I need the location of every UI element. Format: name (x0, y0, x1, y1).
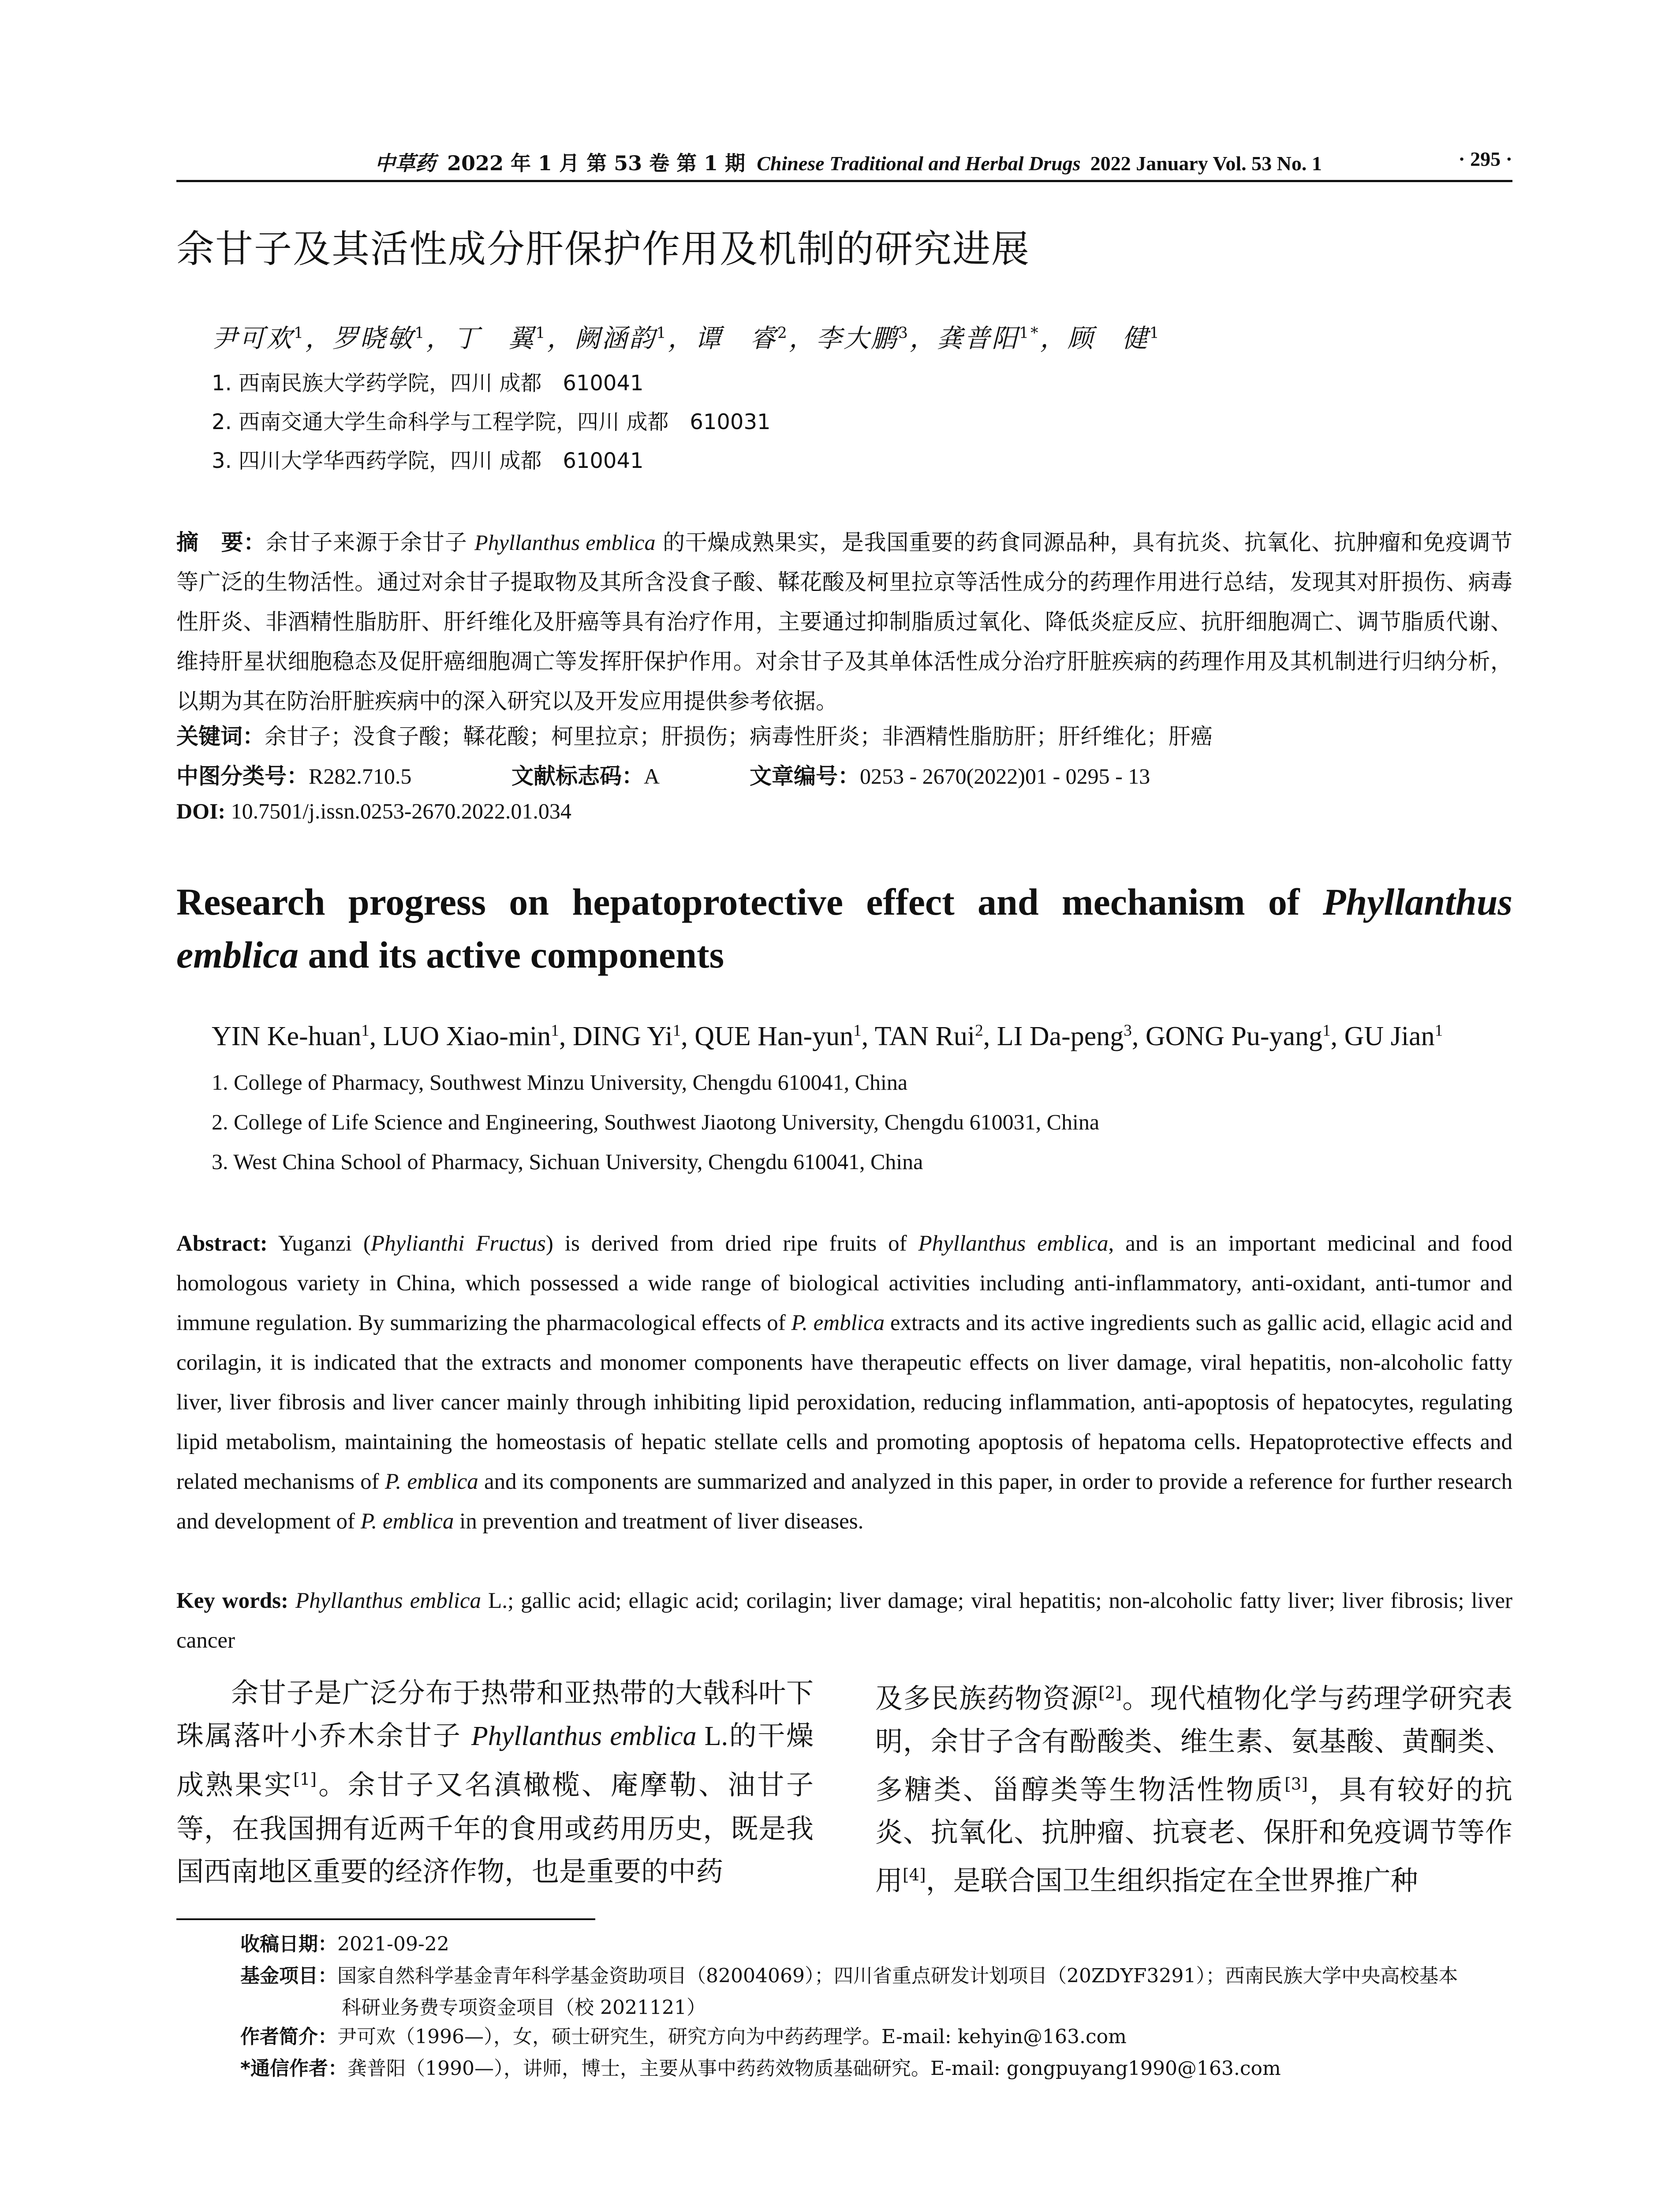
en-title-text: Research progress on hepatoprotective effect and mechanism of (176, 881, 1323, 923)
en-keywords-species: Phyllanthus emblica (295, 1588, 482, 1613)
cn-keywords-text: 余甘子；没食子酸；鞣花酸；柯里拉京；肝损伤；病毒性肝炎；非酒精性脂肪肝；肝纤维化；肝癌 (265, 724, 1213, 749)
author-affiliation-mark: 1* (1019, 324, 1040, 342)
latin-name: P. emblica (385, 1469, 478, 1494)
author-affiliation-mark: 3 (1124, 1021, 1132, 1040)
en-abstract (176, 1224, 1512, 1541)
body-text: ，是联合国卫生组织指定在全世界推广种 (926, 1864, 1418, 1897)
author-separator: , (861, 1021, 875, 1051)
author-name: 李大鹏 (816, 323, 898, 353)
clc-value: R282.710.5 (309, 764, 412, 789)
en-abstract-text: and its components are summarized and analyzed in this paper, in order to provide a reference for further research and development of (176, 1469, 1512, 1534)
cn-abstract-text: 余甘子来源于余甘子 (265, 530, 475, 555)
author-separator: ， (547, 323, 575, 353)
author-name: 顾 健 (1067, 323, 1150, 353)
body-column-right (875, 1671, 1512, 1902)
cn-affiliation-2: 2. 西南交通大学生命科学与工程学院，四川 成都 610031 (212, 410, 771, 434)
en-title-species: Phyllanthus emblica (176, 881, 1512, 976)
body-column-left (176, 1671, 814, 1893)
cn-affiliation-1: 1. 西南民族大学药学院，四川 成都 610041 (212, 371, 644, 396)
author-separator: ， (426, 323, 454, 353)
body-text: 余甘子是广泛分布于热带和亚热带的大戟科叶下珠属落叶小乔木余甘子 (176, 1677, 814, 1752)
footnote-fund-continued: 科研业务费专项资金项目（校 2021121） (342, 1996, 706, 2019)
body-text: L.的干燥成熟果实 (176, 1721, 814, 1801)
citation-1[interactable]: [1] (293, 1769, 317, 1789)
author-name: TAN Rui (874, 1021, 975, 1051)
cn-abstract (176, 523, 1512, 721)
author-affiliation-mark: 1 (1434, 1021, 1443, 1040)
header-rule (176, 180, 1512, 182)
clc-label: 中图分类号： (176, 763, 309, 789)
cn-abstract-label: 摘 要： (176, 530, 266, 555)
author-affiliation-mark: 1 (656, 324, 668, 342)
journal-name-en: Chinese Traditional and Herbal Drugs (757, 152, 1081, 175)
en-keywords-label: Key words: (176, 1588, 288, 1613)
latin-name: Phyllanthus emblica (918, 1231, 1109, 1256)
author-affiliation-mark: 1 (294, 324, 306, 342)
footnote-label: 收稿日期： (240, 1933, 337, 1955)
en-author-list (212, 1021, 1443, 1052)
doc-code-label: 文献标志码： (511, 763, 644, 789)
author-separator: , (559, 1021, 573, 1051)
cn-author-list (212, 318, 1161, 355)
footnote-fund (240, 1962, 1458, 1990)
author-name: 尹可欢 (212, 323, 294, 353)
en-abstract-text: ) is derived from dried ripe fruits of (545, 1231, 918, 1256)
issue-en: 2022 January Vol. 53 No. 1 (1090, 152, 1322, 175)
author-affiliation-mark: 2 (975, 1021, 983, 1040)
footnote-text: 国家自然科学基金青年科学基金资助项目（82004069）；四川省重点研发计划项目（20ZDYF3291）；西南民族大学中央高校基本 (337, 1965, 1458, 1987)
cn-abstract-species: Phyllanthus emblica (474, 530, 656, 555)
doc-code-value: A (644, 764, 660, 789)
footnote-text: 2021-09-22 (337, 1933, 449, 1955)
footnote-received (240, 1931, 449, 1958)
author-name: LUO Xiao-min (383, 1021, 551, 1051)
en-abstract-text: in prevention and treatment of liver diseases. (454, 1509, 864, 1534)
author-name: LI Da-peng (997, 1021, 1124, 1051)
body-text: 。现代植物化学与药理学研究表明，余甘子含有酚酸类、维生素、氨基酸、黄酮类、多糖类、甾醇类等生物活性物质 (875, 1682, 1512, 1806)
en-abstract-text: Yuganzi ( (267, 1231, 371, 1256)
author-affiliation-mark: 1 (535, 324, 547, 342)
citation-3[interactable]: [3] (1284, 1774, 1308, 1794)
author-affiliation-mark: 1 (672, 1021, 681, 1040)
author-affiliation-mark: 1 (551, 1021, 559, 1040)
author-name: QUE Han-yun (694, 1021, 854, 1051)
cn-keywords (176, 719, 1213, 751)
body-text: ，具有较好的抗炎、抗氧化、抗肿瘤、抗衰老、保肝和免疫调节等作用 (875, 1773, 1512, 1897)
en-affiliation-2: 2. College of Life Science and Engineering, Southwest Jiaotong University, Chengdu 610031, China (212, 1110, 1100, 1134)
author-separator: ， (668, 323, 695, 353)
author-separator: , (369, 1021, 383, 1051)
footnote-text: 龚普阳（1990—），讲师，博士，主要从事中药药效物质基础研究。E-mail: gongpuyang1990@163.com (347, 2057, 1281, 2080)
footnote-author (240, 2023, 1127, 2051)
body-text: 。余甘子又名滇橄榄、庵摩勒、油甘子等，在我国拥有近两千年的食用或药用历史，既是我国西南地区重要的经济作物，也是重要的中药 (176, 1768, 814, 1887)
footnote-label: *通信作者： (240, 2057, 348, 2080)
author-separator: , (681, 1021, 695, 1051)
author-name: YIN Ke-huan (212, 1021, 362, 1051)
latin-name: Phyllanthus emblica (471, 1721, 697, 1751)
latin-name: P. emblica (360, 1509, 454, 1534)
running-header-text (375, 147, 1322, 176)
author-name: DING Yi (572, 1021, 673, 1051)
en-affiliation-1: 1. College of Pharmacy, Southwest Minzu University, Chengdu 610041, China (212, 1070, 908, 1095)
author-separator: ， (910, 323, 937, 353)
body-text: 及多民族药物资源 (875, 1682, 1099, 1715)
en-keywords-text: L.; gallic acid; ellagic acid; corilagin; liver damage; viral hepatitis; non-alcoholic fatty liver; liver fibrosis; liver cancer (176, 1588, 1513, 1653)
doi-value[interactable]: 10.7501/j.issn.0253-2670.2022.01.034 (231, 799, 571, 823)
en-title-text-cont: and its active components (299, 934, 724, 976)
footnote-rule (176, 1918, 595, 1920)
author-separator: , (1131, 1021, 1146, 1051)
author-name: GONG Pu-yang (1145, 1021, 1323, 1051)
en-abstract-label: Abstract: (176, 1231, 268, 1256)
en-affiliation-3: 3. West China School of Pharmacy, Sichuan University, Chengdu 610041, China (212, 1149, 923, 1174)
running-header (176, 140, 1512, 180)
author-affiliation-mark: 1 (414, 324, 426, 342)
cn-abstract-text-cont: 的干燥成熟果实，是我国重要的药食同源品种，具有抗炎、抗氧化、抗肿瘤和免疫调节等广泛的生物活性。通过对余甘子提取物及其所含没食子酸、鞣花酸及柯里拉京等活性成分的药理作用进行总结，发现其对肝损伤、病毒性肝炎、非酒精性脂肪肝、肝纤维化及肝癌等具有治疗作用，主要通过抑制脂质过氧化、降低炎症反应、抗肝细胞凋亡、调节脂质代谢、维持肝星状细胞稳态及促肝癌细胞凋亡等发挥肝保护作用。对余甘子及其单体活性成分治疗肝脏疾病的药理作用及其机制进行归纳分析，以期为其在防治肝脏疾病中的深入研究以及开发应用提供参考依据。 (176, 530, 1512, 714)
latin-name: Phylianthi Fructus (370, 1231, 546, 1256)
footnote-label: 基金项目： (240, 1965, 337, 1987)
footnote-label: 作者简介： (240, 2026, 337, 2048)
issue-cn: 2022 年 1 月 第 53 卷 第 1 期 (447, 151, 746, 175)
author-affiliation-mark: 1 (853, 1021, 862, 1040)
article-no-value: 0253 - 2670(2022)01 - 0295 - 13 (860, 764, 1150, 789)
en-title (176, 875, 1512, 981)
cn-affiliation-3: 3. 四川大学华西药学院，四川 成都 610041 (212, 448, 644, 473)
en-keywords (176, 1581, 1512, 1660)
cn-keywords-label: 关键词： (176, 724, 265, 749)
author-affiliation-mark: 1 (1322, 1021, 1331, 1040)
latin-name: P. emblica (791, 1311, 885, 1335)
en-abstract-text: extracts and its active ingredients such as gallic acid, ellagic acid and corilagin, it is indicated that the extracts and monomer components have therapeutic effects on liver damage, viral hepatitis, non-alcoholic fatty liver, liver fibrosis and liver cancer mainly through inhibiting lipid peroxidation, reducing inflammation, anti-apoptosis of hepatocytes, regulating lipid metabolism, maintaining the homeostasis of hepatic stellate cells and promoting apoptosis of hepatoma cells. Hepatoprotective effects and related mechanisms of (176, 1311, 1512, 1494)
author-affiliation-mark: 1 (1149, 324, 1161, 342)
author-name: 谭 睿 (695, 323, 777, 353)
author-affiliation-mark: 2 (777, 324, 789, 342)
author-name: 罗晓敏 (332, 323, 415, 353)
author-affiliation-mark: 1 (361, 1021, 370, 1040)
author-separator: , (983, 1021, 997, 1051)
author-name: 丁 翼 (453, 323, 536, 353)
author-name: GU Jian (1344, 1021, 1435, 1051)
author-separator: ， (788, 323, 816, 353)
doi-line (176, 798, 571, 824)
cn-title: 余甘子及其活性成分肝保护作用及机制的研究进展 (176, 227, 1030, 271)
article-no-label: 文章编号： (750, 763, 860, 789)
journal-name-cn: 中草药 (375, 151, 436, 175)
page-number: · 295 · (1458, 148, 1512, 170)
doi-label: DOI: (176, 799, 226, 823)
citation-2[interactable]: [2] (1098, 1683, 1122, 1702)
footnote-correspondence (240, 2055, 1281, 2082)
author-name: 阙涵韵 (574, 323, 657, 353)
author-separator: ， (1040, 323, 1068, 353)
author-separator: ， (305, 323, 333, 353)
author-separator: , (1330, 1021, 1344, 1051)
author-name: 龚普阳 (937, 323, 1019, 353)
classification-line (176, 759, 1512, 790)
en-abstract-text: , and is an important medicinal and food homologous variety in China, which possessed a wide range of biological activities including anti-inflammatory, anti-oxidant, anti-tumor and immune regulation. By summarizing the pharmacological effects of (176, 1231, 1513, 1335)
footnote-text: 尹可欢（1996—），女，硕士研究生，研究方向为中药药理学。E-mail: kehyin@163.com (337, 2026, 1127, 2048)
citation-4[interactable]: [4] (903, 1865, 926, 1885)
author-affiliation-mark: 3 (898, 324, 910, 342)
